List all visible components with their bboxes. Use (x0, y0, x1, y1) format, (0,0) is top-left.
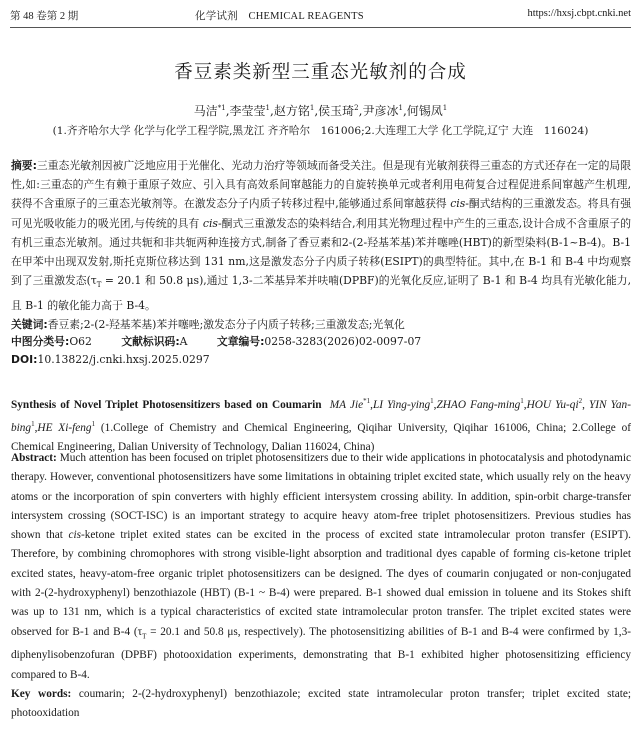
abstract-cn-cis: cis (202, 216, 218, 230)
journal-url[interactable]: https://hxsj.cbpt.cnki.net (527, 8, 631, 19)
header-rule (10, 27, 631, 28)
author-sup: *1 (363, 397, 371, 405)
author-sup: 2 (578, 397, 583, 405)
keywords-cn: 香豆素;2-(2-羟基苯基)苯并噻唑;激发态分子内质子转移;三重激发态;光氧化 (47, 317, 405, 331)
abstract-en-text: Much attention has been focused on triplet photosensitizers due to their wide applications in photocatalysis and photodynamic therapy. However, conventional photosensitizers have some limitations in obtaining triplet excited state, which usually rely on the heavy atoms or the incorporation of spin converters with highly efficient intersystem crossing ability. In addition, spin-orbit charge-transfer intersystem crossing (SOCT-ISC) is an important strategy to acquire heavy atom-free triplet photosensitizers. Previous studies has shown that (11, 452, 631, 542)
clc-value: O62 (69, 335, 92, 348)
author-en: YIN Yan-bing (11, 398, 631, 434)
author-en: ZHAO Fang-ming (436, 398, 521, 411)
abstract-en-text: -ketone triplet exited states can be excited in the process of excited state intramolecular proton transfer (ESIPT). Therefore, by combining chromophores with strong visible-light absorption and traditional dyes capable of forming cis-ketone triplet excited states, heavy-atom-free organic triplet photosensitizers can be designed. The dyes of coumarin conjugated or non-conjugated with 2-(2-hydroxyphenyl) benzothiazole (HBT) (B-1 ~ B-4) were prepared. B-1 showed dual emission in toluene and its Stokes shift was up to 131 nm, which is a typical characteristics of excited state intramolecular proton transfer. The triplet excited states were observed for B-1 and B-4 (τ (11, 529, 631, 638)
affiliation-en: (1.College of Chemistry and Chemical Engineering, Qiqihar University, Qiqihar 161006, China; 2.College of Chemical Engineering, Dalian University of Technology, Dalian 116024, China) (11, 421, 631, 454)
keywords-cn-label: 关键词: (11, 317, 48, 331)
volume-issue: 第 48 卷第 2 期 (10, 11, 79, 22)
author: 尹彦冰 (362, 104, 399, 118)
clc-label: 中图分类号: (11, 335, 70, 348)
doi-value[interactable]: 10.13822/j.cnki.hxsj.2025.0297 (37, 353, 210, 366)
tau-subscript: T (142, 631, 147, 640)
classification-line (11, 334, 421, 349)
author-sup: 1 (31, 420, 35, 429)
abstract-cn-text: 三重态光敏剂因被广泛地应用于光催化、光动力治疗等领域而备受关注。但是现有光敏剂获得三重态的方式还存在一定的局限性,如:三重态的产生有赖于重原子效应、引入具有高效系间窜越能力的自旋转换单元或者利用电荷复合过程促进系间窜越产生机理,获得不含重原子的三重态光敏剂等。在激发态分子内质子转移过程中,能够通过系间窜越获得 (11, 159, 631, 211)
author-sup: 1 (520, 397, 524, 405)
abstract-en-cis: cis (68, 529, 81, 542)
abstract-en (11, 449, 631, 723)
english-title-block: Synthesis of Novel Triplet Photosensitizers based on Coumarin MA Jie$^{*1}$,LI Ying-ying$^1$,ZHAO Fang-ming$^1$,HOU $Yu-qi^2$, YIN Yan-bing$^1$,HE Xi-feng$^1$ (1.College of Chemistry and Chemical Engineering, Qiqihar University, Qiqihar 161006, China; 2.College of Chemical Engineering, Dalian University of Technology, Dalian 116024, China) (11, 397, 631, 454)
author-sup: 1 (398, 104, 403, 112)
paper-title-cn: 香豆素类新型三重态光敏剂的合成 (174, 62, 467, 83)
author-en: MA Jie (329, 398, 364, 411)
journal-name: 化学试剂 CHEMICAL REAGENTS (195, 11, 364, 22)
author-en: HE Xi-feng (37, 421, 92, 434)
author-sup: 1 (430, 397, 434, 405)
keywords-en: coumarin; 2-(2-hydroxyphenyl) benzothiazole; excited state intramolecular proton transfer; triplet excited state; photooxidation (11, 687, 631, 720)
affiliation-cn: (1.齐齐哈尔大学 化学与化学工程学院,黑龙江 齐齐哈尔 161006;2.大连理工大学 化工学院,辽宁 大连 116024) (52, 125, 589, 137)
abstract-cn-text: -酮式三重激发态的染料结合,利用其光物理过程中产生的三重态,设计合成不含重原子的有机三重态光敏剂。通过共轭和非共轭两种连接方式,制备了香豆素和2-(2-羟基苯基)苯并噻唑(HBT)的新型染料(B-1~B-4)。B-1 在甲苯中出现双发射,斯托克斯位移达到 131 nm,这是激发态分子内质子转移(ESIPT)的典型特征。其中,在 B-1 和 B-4 中均观察到了三重激发态(τ (11, 216, 631, 288)
abstract-cn-label: 摘要: (11, 159, 37, 172)
author-en: LI Ying-ying (372, 398, 431, 411)
abstract-cn (11, 156, 631, 334)
abstract-cn-text: -酮式结构的三重激发态。将具有强可见光吸收能力的吸光团,与传统的具有 (11, 197, 631, 230)
author: 马洁 (193, 104, 218, 118)
tau-subscript: T (96, 281, 102, 290)
author: 何锡凤 (406, 104, 443, 118)
doi-line (11, 353, 210, 366)
paper-title-en: Synthesis of Novel Triplet Photosensitizers based on Coumarin (11, 398, 322, 411)
author-sup: 1 (442, 104, 448, 112)
doc-code-value: A (179, 335, 188, 348)
author-sup: 1 (309, 104, 315, 112)
keywords-en-label: Key words: (11, 687, 72, 700)
article-no-label: 文章编号: (216, 335, 265, 348)
running-header (10, 6, 631, 26)
author: 李莹莹 (229, 104, 266, 118)
abstract-en-text: = 20.1 and 50.8 μs, respectively). The photosensitizing abilities of B-1 and B-4 were confirmed by 1,3-diphenylisobenzofuran (DPBF) photooxidation experiments, demonstrating that B-1 exhibited higher photosensitizing efficiency compared to B-4. (11, 625, 632, 681)
abstract-cn-cis: cis (450, 197, 466, 211)
author-sup: 1 (265, 104, 271, 112)
doc-code-label: 文献标识码: (121, 335, 180, 348)
doi-label: DOI: (11, 353, 38, 366)
abstract-en-label: Abstract: (11, 452, 57, 464)
article-no-value: 0258-3283(2026)02-0097-07 (264, 335, 422, 348)
author-sup: 1 (91, 420, 96, 429)
abstract-cn-text: = 20.1 和 50.8 μs),通过 1,3-二苯基异苯并呋喃(DPBF)的光氧化反应,证明了 B-1 和 B-4 均具有光敏化能力,且 B-1 的敏化能力高于 B-4。 (11, 274, 632, 312)
author: 赵方铭 (273, 104, 310, 118)
author: 侯玉琦 (318, 104, 355, 118)
author-en: HOU Yu-qi (526, 398, 579, 411)
author-sup: 2 (354, 104, 359, 112)
author-sup: *1 (217, 104, 226, 112)
authors-cn: 马洁$^{*1}$,李莹莹$^1$,赵方铭$^1$,侯玉琦$^2$,尹彦冰$^1$,何锡凤$^1$ (193, 104, 448, 118)
